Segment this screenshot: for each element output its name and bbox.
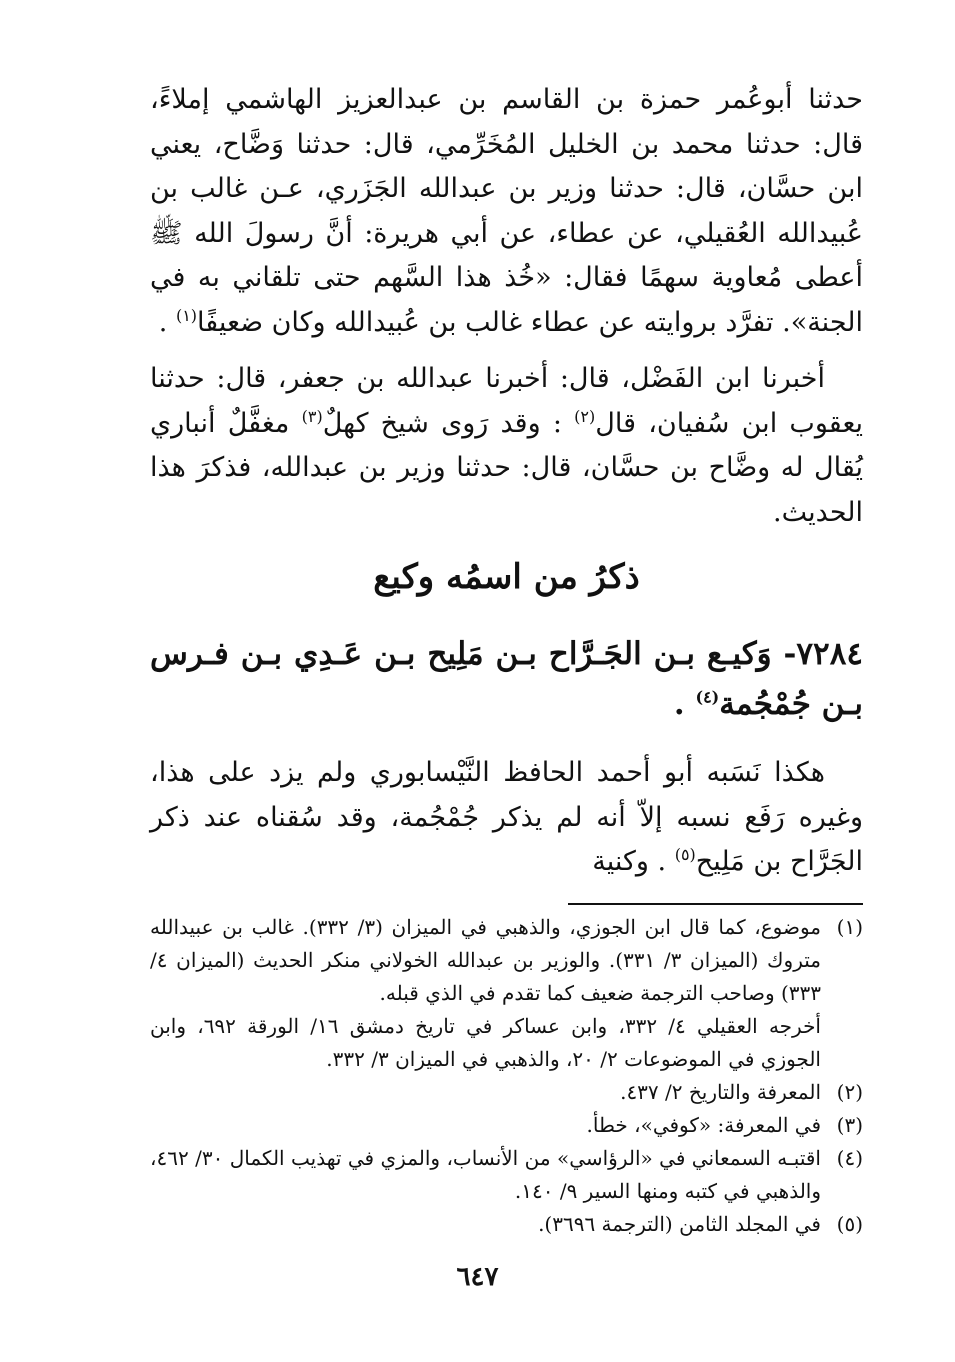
- footnote-number: (٣): [836, 1112, 863, 1137]
- paragraph-text: هكذا نَسَبه أبو أحمد الحافظ النَّيْسابوري ولم يزد على هذا، وغيره رَفَع نسبه إلاّ أنه لم يذكر جُمْجُمة، وقد سُقناه عند ذكر الجَرَّاح بن مَلِيح: [150, 757, 863, 877]
- entry-text: ٧٢٨٤- وَكيـع بـن الجَـرَّاح بـن مَلِيح بـن عَـدِي بـن فـرس بـن جُمْجُمة: [150, 636, 863, 722]
- footnotes: [150, 911, 863, 1241]
- paragraph-text: أخبرنا ابن الفَضْل، قال: أخبرنا عبدالله بن جعفر، قال: حدثنا يعقوب ابن سُفيان، قال: [150, 363, 863, 439]
- footnote-number: (٤): [836, 1145, 863, 1170]
- footnote-2: [150, 1076, 863, 1109]
- footnote-ref[interactable]: (٢): [574, 406, 596, 426]
- footnote-ref[interactable]: (٣): [301, 406, 323, 426]
- footnote-text: المعرفة والتاريخ ٢/ ٤٣٧.: [620, 1079, 821, 1104]
- paragraph-text: مغفَّلٌ أنباري يُقال له وضَّاح بن حسَّان، قال: حدثنا وزير بن عبدالله، فذكرَ هذا الحديث.: [150, 407, 863, 528]
- narration-paragraph: [150, 357, 863, 535]
- footnote-1: [150, 911, 863, 1010]
- footnote-text: اقتبـه السمعاني في «الرؤاسي» من الأنساب، والمزي في تهذيب الكمال ٣٠/ ٤٦٢، والذهبي في كتبه ومنها السير ٩/ ١٤٠.: [150, 1145, 821, 1203]
- entry-paragraph: [150, 751, 863, 885]
- hadith-paragraph: [150, 78, 863, 345]
- footnote-text: موضوع، كما قال ابن الجوزي، والذهبي في الميزان (٣/ ٣٣٢). غالب بن عبيدالله متروك (الميزان ٣/ ٣٣١). والوزير بن عبدالله الخولاني منكر الحديث (الميزان ٤/ ٣٣٣) وصاحب الترجمة ضعيف كما تقدم في الذي قبله.: [150, 914, 821, 1005]
- footnote-divider: [568, 903, 863, 905]
- footnote-4: [150, 1142, 863, 1208]
- footnote-text: في المعرفة: «كوفي»، خطأ.: [586, 1112, 821, 1137]
- entry-tail: .: [673, 686, 696, 722]
- page-number: ٦٤٧: [456, 1262, 499, 1292]
- footnote-ref[interactable]: (٥): [674, 845, 696, 864]
- footnote-1-continuation: أخرجه العقيلي ٤/ ٣٣٢، وابن عساكر في تاريخ دمشق ١٦/ الورقة ٦٩٢، وابن الجوزي في الموضوعات ٢/ ٢٠، والذهبي في الميزان ٣/ ٣٣٢.: [150, 1013, 821, 1071]
- paragraph-text: . وكنية: [592, 846, 675, 877]
- footnote-number: (٥): [836, 1211, 863, 1236]
- paragraph-text: حدثنا أبوعُمر حمزة بن القاسم بن عبدالعزيز الهاشمي إملاءً، قال: حدثنا محمد بن الخليل المُخَرِّمي، قال: حدثنا وَضَّاح، يعني ابن حسَّان، قال: حدثنا وزير بن عبدالله الجَزَري، عـن غالب بن عُبيدالله العُقيلي، عن عطاء، عن أبي هريرة: أنَّ رسولَ الله ﷺ أعطى مُعاوية سهمًا فقال: «خُذ هذا السَّهم حتى تلقاني به في الجنة». تفرَّد بروايته عن عطاء غالب بن عُبيدالله وكان ضعيفًا: [150, 84, 863, 338]
- footnote-5: [150, 1208, 863, 1241]
- biography-entry-title: [150, 629, 863, 729]
- section-heading: ذكرُ من اسمُه وكيع: [373, 557, 640, 597]
- footnote-ref[interactable]: (٤): [695, 687, 720, 707]
- footnote-number: (٢): [836, 1079, 863, 1104]
- paragraph-text: : وقد رَوى شيخ كهلٌ: [322, 407, 575, 439]
- footnote-number: (١): [836, 914, 863, 939]
- paragraph-tail: .: [158, 306, 176, 338]
- footnote-text: في المجلد الثامن (الترجمة ٣٦٩٦).: [538, 1211, 821, 1236]
- footnote-ref[interactable]: (١): [175, 305, 198, 325]
- footnote-3: [150, 1109, 863, 1142]
